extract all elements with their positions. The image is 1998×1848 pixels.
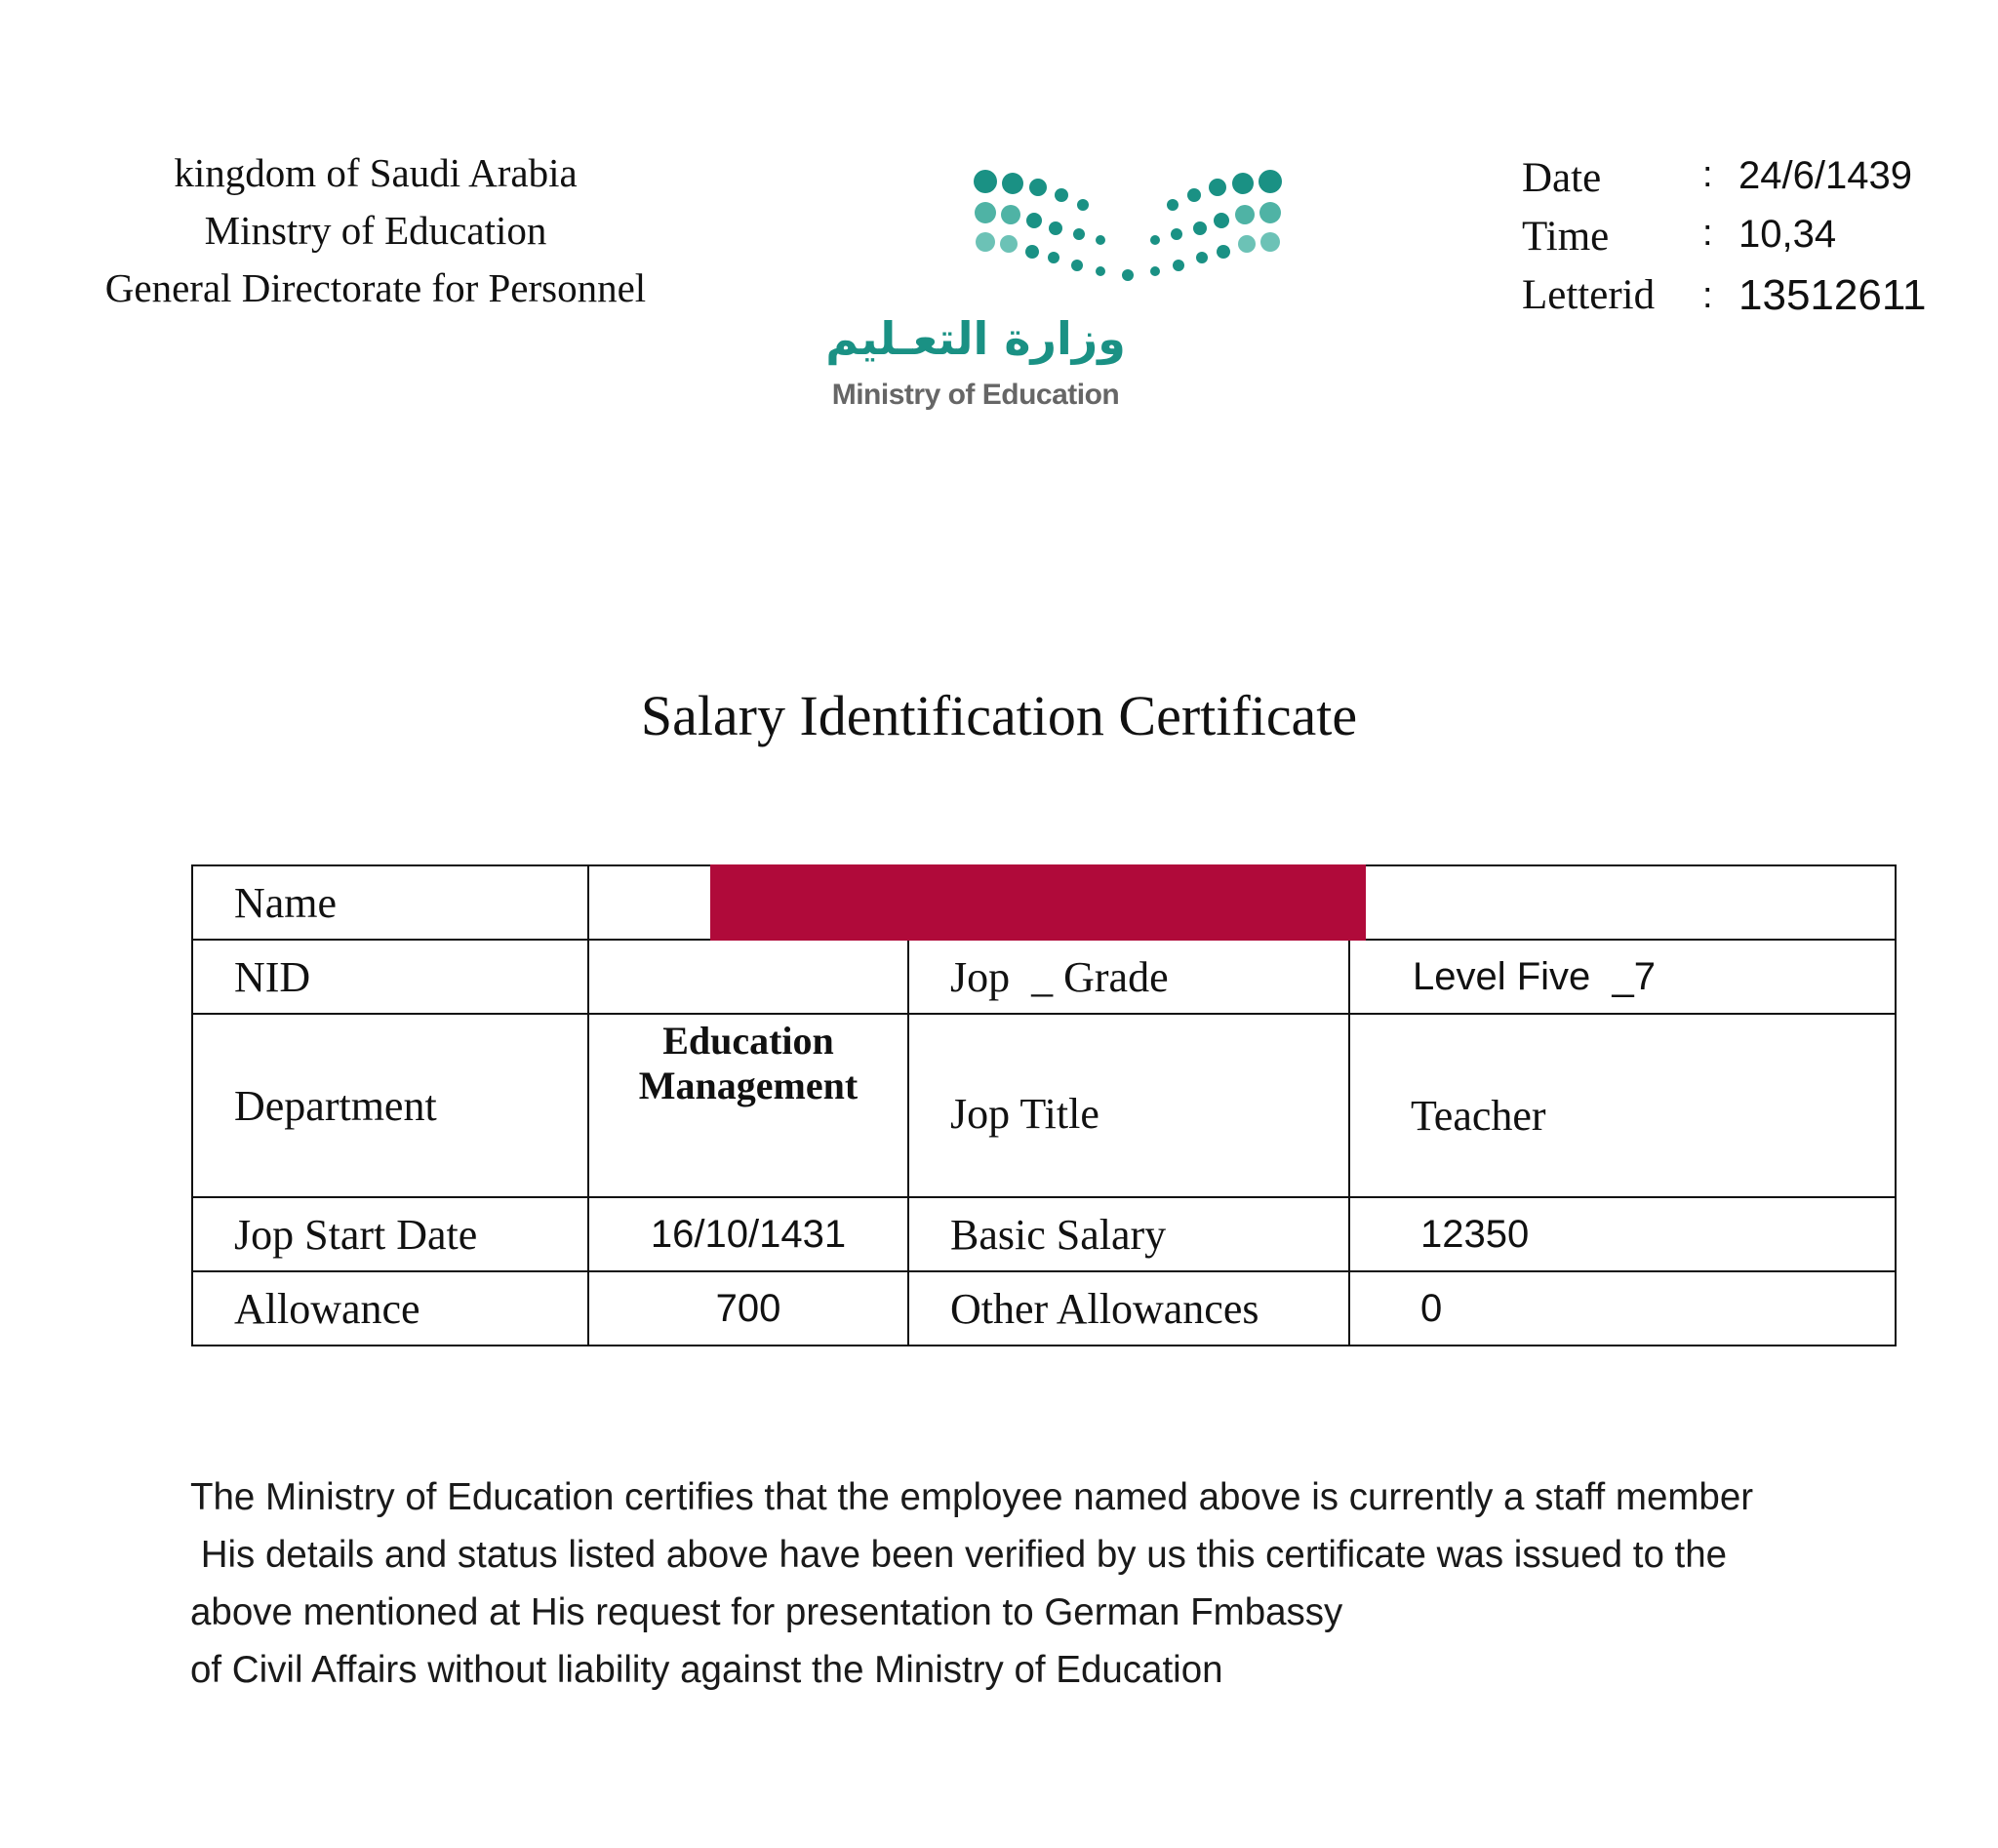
letterid-colon: : [1702,275,1713,316]
department-value-line1: Education [662,1019,834,1063]
table-row-name [192,865,1896,940]
job-title-label: Jop Title [908,1014,1349,1197]
basic-salary-value: 12350 [1349,1197,1896,1271]
name-redaction-block [710,864,1366,941]
time-label: Time [1522,214,1610,260]
logo-dots-icon [800,156,1307,293]
name-value-cell [588,865,1896,940]
start-date-label: Jop Start Date [192,1197,588,1271]
start-date-value: 16/10/1431 [588,1197,908,1271]
basic-salary-label: Basic Salary [908,1197,1349,1271]
department-value-line2: Management [638,1064,859,1107]
org-line-directorate: General Directorate for Personnel [104,265,647,310]
job-title-value: Teacher [1349,1014,1896,1197]
statement-line-3: above mentioned at His request for presentation to German Fmbassy [190,1591,1343,1633]
other-allowances-label: Other Allowances [908,1271,1349,1346]
department-label: Department [192,1014,588,1197]
nid-label: NID [192,940,588,1014]
statement-line-1: The Ministry of Education certifies that the employee named above is currently a staff member [190,1476,1754,1518]
department-value [588,1014,908,1197]
logo-english-text: Ministry of Education [831,379,1120,411]
allowance-value: 700 [588,1271,908,1346]
letterid-label: Letterid [1522,272,1656,318]
date-label: Date [1522,155,1602,201]
table-row-start-date [192,1197,1896,1271]
org-line-ministry: Minstry of Education [204,208,547,253]
table-row-nid [192,940,1896,1014]
date-value: 24/6/1439 [1738,154,1912,197]
table-row-allowance [192,1271,1896,1346]
job-grade-label: Jop _ Grade [908,940,1349,1014]
org-line-country: kingdom of Saudi Arabia [174,150,578,195]
job-grade-value: Level Five _7 [1349,940,1896,1014]
name-label: Name [192,865,588,940]
letterid-value: 13512611 [1738,271,1927,319]
date-colon: : [1702,154,1713,195]
statement-line-4: of Civil Affairs without liability against the Ministry of Education [190,1649,1223,1691]
nid-value [588,940,908,1014]
time-colon: : [1702,213,1713,254]
certification-statement [190,1468,1976,1699]
statement-line-2: His details and status listed above have been verified by us this certificate was issued to the [190,1534,1728,1576]
table-row-department [192,1014,1896,1197]
organization-header [78,144,673,317]
ministry-logo [800,156,1307,429]
other-allowances-value: 0 [1349,1271,1896,1346]
time-value: 10,34 [1738,213,1837,256]
allowance-label: Allowance [192,1271,588,1346]
page-title: Salary Identification Certificate [640,684,1358,747]
employee-info-table [191,864,1897,1346]
logo-arabic-text: وزارة التعـليم [825,312,1126,365]
